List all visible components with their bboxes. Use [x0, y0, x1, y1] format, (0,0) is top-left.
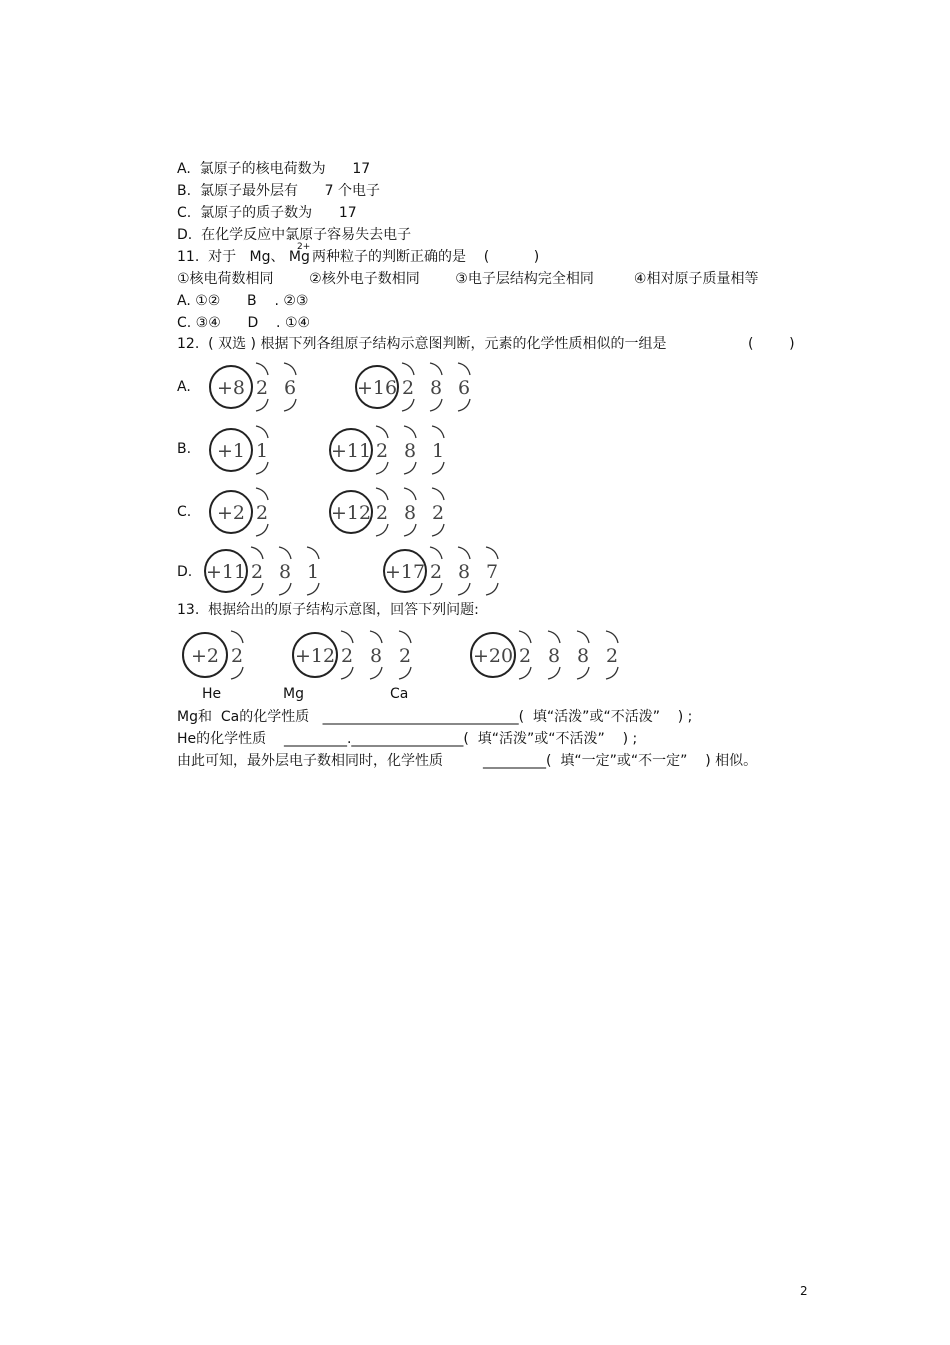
shell-arc [279, 547, 291, 559]
shell-arc [251, 547, 263, 559]
element-label-ca: Ca [390, 686, 409, 702]
shell-electron-count: 8 [403, 440, 417, 462]
shell-electron-count: 8 [457, 561, 471, 583]
q12-option-d-label: D. [177, 564, 193, 580]
shell-arc [430, 583, 442, 595]
shell-electron-count: 2 [340, 645, 354, 667]
shell-arc [256, 488, 268, 500]
shell-arc [548, 631, 560, 643]
shell-arc [256, 399, 268, 411]
q10-option-d: D. 在化学反应中氯原子容易失去电子 [177, 227, 412, 243]
shell-arc [458, 547, 470, 559]
shell-electron-count: 2 [375, 502, 389, 524]
shell-electron-count: 1 [431, 440, 445, 462]
shell-arc [256, 363, 268, 375]
nucleus-charge: +12 [330, 502, 372, 524]
shell-electron-count: 2 [398, 645, 412, 667]
nucleus-charge: +2 [216, 502, 246, 524]
q13-line-1: Mg和 Ca的化学性质 ____________________________( 填“活泼”或“不活泼” ) ; [177, 709, 693, 725]
shell-arc [404, 488, 416, 500]
shell-electron-count: 6 [283, 377, 297, 399]
q12-option-d-atom-1 [201, 541, 347, 605]
shell-arc [519, 667, 531, 679]
shell-arc [376, 426, 388, 438]
shell-electron-count: 2 [401, 377, 415, 399]
shell-arc [606, 631, 618, 643]
shell-electron-count: 2 [230, 645, 244, 667]
shell-arc [486, 583, 498, 595]
shell-arc [251, 583, 263, 595]
q11-options-ab: A. ①② B . ②③ [177, 293, 309, 309]
shell-arc [404, 462, 416, 474]
shell-arc [256, 426, 268, 438]
q12-option-a-atom-1 [206, 357, 324, 421]
shell-arc [231, 667, 243, 679]
shell-arc [430, 363, 442, 375]
shell-arc [519, 631, 531, 643]
shell-electron-count: 2 [431, 502, 445, 524]
shell-electron-count: 2 [429, 561, 443, 583]
q13-atom-ca [467, 625, 647, 689]
shell-arc [606, 667, 618, 679]
nucleus-charge: +17 [384, 561, 426, 583]
shell-arc [341, 631, 353, 643]
shell-electron-count: 6 [457, 377, 471, 399]
shell-arc [402, 363, 414, 375]
shell-arc [341, 667, 353, 679]
shell-electron-count: 7 [485, 561, 499, 583]
shell-electron-count: 8 [547, 645, 561, 667]
shell-arc [402, 399, 414, 411]
shell-arc [458, 583, 470, 595]
shell-electron-count: 2 [255, 502, 269, 524]
q12-stem: 12. ( 双选 ) 根据下列各组原子结构示意图判断，元素的化学性质相似的一组是 [177, 336, 667, 352]
q11-statements: ①核电荷数相同 ②核外电子数相同 ③电子层结构完全相同 ④相对原子质量相等 [177, 271, 759, 287]
q12-option-c-atom-1 [206, 482, 296, 546]
element-label-he: He [202, 686, 222, 702]
q12-option-b-atom-2 [326, 420, 472, 484]
q11-options-cd: C. ③④ D . ①④ [177, 315, 311, 331]
shell-arc [430, 547, 442, 559]
q10-option-a: A. 氯原子的核电荷数为 17 [177, 161, 371, 177]
q10-option-c: C. 氯原子的质子数为 17 [177, 205, 357, 221]
q12-option-a-atom-2 [352, 357, 498, 421]
element-label-mg: Mg [283, 686, 304, 702]
shell-arc [279, 583, 291, 595]
nucleus-charge: +12 [294, 645, 336, 667]
shell-arc [284, 399, 296, 411]
shell-arc [404, 524, 416, 536]
shell-electron-count: 1 [306, 561, 320, 583]
q12-option-b-label: B. [177, 441, 192, 457]
shell-arc [577, 667, 589, 679]
shell-arc [486, 547, 498, 559]
q12-option-a-label: A. [177, 379, 191, 395]
shell-electron-count: 1 [255, 440, 269, 462]
shell-electron-count: 8 [369, 645, 383, 667]
q13-line-2: He的化学性质 _________.________________( 填“活泼”或“不活泼” ) ; [177, 731, 638, 747]
nucleus-charge: +11 [205, 561, 247, 583]
q12-option-d-atom-2 [380, 541, 526, 605]
shell-electron-count: 2 [250, 561, 264, 583]
shell-arc [548, 667, 560, 679]
q11-superscript: 2+ [297, 242, 311, 252]
shell-arc [432, 524, 444, 536]
shell-electron-count: 8 [403, 502, 417, 524]
q12-option-c-label: C. [177, 504, 192, 520]
shell-arc [284, 363, 296, 375]
q13-atom-mg [289, 625, 440, 689]
shell-arc [399, 631, 411, 643]
shell-electron-count: 2 [255, 377, 269, 399]
shell-electron-count: 2 [518, 645, 532, 667]
shell-electron-count: 2 [605, 645, 619, 667]
shell-electron-count: 8 [429, 377, 443, 399]
shell-arc [376, 488, 388, 500]
shell-arc [370, 631, 382, 643]
shell-arc [458, 363, 470, 375]
shell-arc [430, 399, 442, 411]
shell-electron-count: 2 [375, 440, 389, 462]
nucleus-charge: +20 [472, 645, 514, 667]
shell-arc [432, 488, 444, 500]
nucleus-charge: +2 [190, 645, 220, 667]
shell-arc [376, 524, 388, 536]
shell-arc [307, 547, 319, 559]
shell-arc [376, 462, 388, 474]
nucleus-charge: +16 [356, 377, 398, 399]
q12-option-b-atom-1 [206, 420, 296, 484]
shell-electron-count: 8 [278, 561, 292, 583]
shell-arc [458, 399, 470, 411]
q10-option-b: B. 氯原子最外层有 7 个电子 [177, 183, 381, 199]
shell-arc [231, 631, 243, 643]
nucleus-charge: +11 [330, 440, 372, 462]
shell-arc [370, 667, 382, 679]
shell-arc [399, 667, 411, 679]
q12-option-c-atom-2 [326, 482, 472, 546]
q13-atom-he [179, 625, 272, 689]
shell-arc [577, 631, 589, 643]
shell-arc [432, 462, 444, 474]
shell-arc [307, 583, 319, 595]
q12-bracket: ( ) [748, 336, 795, 352]
nucleus-charge: +1 [216, 440, 246, 462]
shell-electron-count: 8 [576, 645, 590, 667]
shell-arc [256, 462, 268, 474]
page-number: 2 [800, 1284, 808, 1298]
q11-stem-suffix: 两种粒子的判断正确的是 ( ) [312, 249, 540, 265]
shell-arc [432, 426, 444, 438]
shell-arc [404, 426, 416, 438]
q13-line-3: 由此可知，最外层电子数相同时，化学性质 _________( 填“一定”或“不一定” ) 相似。 [177, 753, 758, 769]
shell-arc [256, 524, 268, 536]
nucleus-charge: +8 [216, 377, 246, 399]
q11-stem-prefix: 11. 对于 Mg、 Mg [177, 249, 310, 265]
q13-stem: 13. 根据给出的原子结构示意图，回答下列问题: [177, 602, 479, 618]
